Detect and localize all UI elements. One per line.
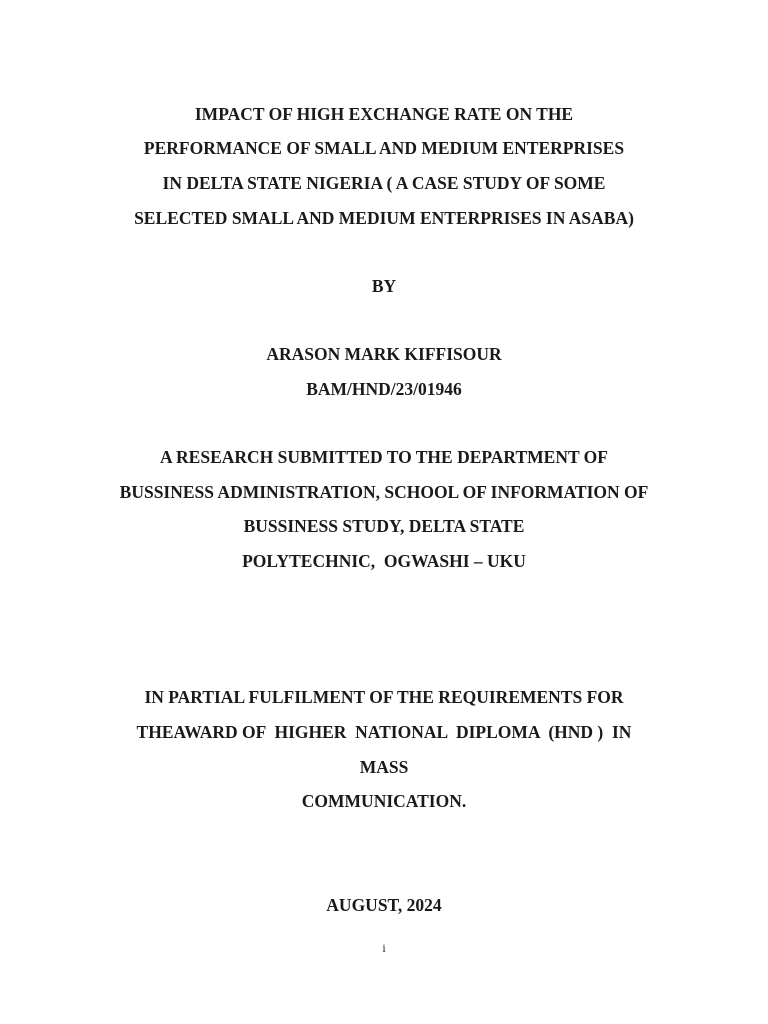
submission-line-1: A RESEARCH SUBMITTED TO THE DEPARTMENT OF	[159, 447, 608, 467]
author-matric-number: BAM/HND/23/01946	[306, 379, 462, 399]
fulfilment-line-3: MASS	[359, 757, 409, 777]
fulfilment-line-2: THEAWARD OF HIGHER NATIONAL DIPLOMA (HND ) IN	[136, 722, 632, 742]
title-line-4: SELECTED SMALL AND MEDIUM ENTERPRISES IN ASABA)	[134, 208, 634, 228]
by-label: BY	[371, 276, 397, 296]
submission-line-2: BUSSINESS ADMINISTRATION, SCHOOL OF INFORMATION OF	[119, 482, 649, 502]
title-line-1: IMPACT OF HIGH EXCHANGE RATE ON THE	[194, 104, 574, 124]
submission-line-3: BUSSINESS STUDY, DELTA STATE	[243, 516, 525, 536]
submission-date: AUGUST, 2024	[326, 895, 442, 915]
page-number: i	[382, 941, 386, 955]
fulfilment-line-1: IN PARTIAL FULFILMENT OF THE REQUIREMENTS FOR	[144, 687, 624, 707]
title-line-2: PERFORMANCE OF SMALL AND MEDIUM ENTERPRISES	[143, 138, 625, 158]
fulfilment-line-4: COMMUNICATION.	[301, 791, 467, 811]
submission-line-4: POLYTECHNIC, OGWASHI – UKU	[242, 551, 526, 571]
title-line-3: IN DELTA STATE NIGERIA ( A CASE STUDY OF SOME	[162, 173, 606, 193]
author-name: ARASON MARK KIFFISOUR	[266, 344, 502, 364]
